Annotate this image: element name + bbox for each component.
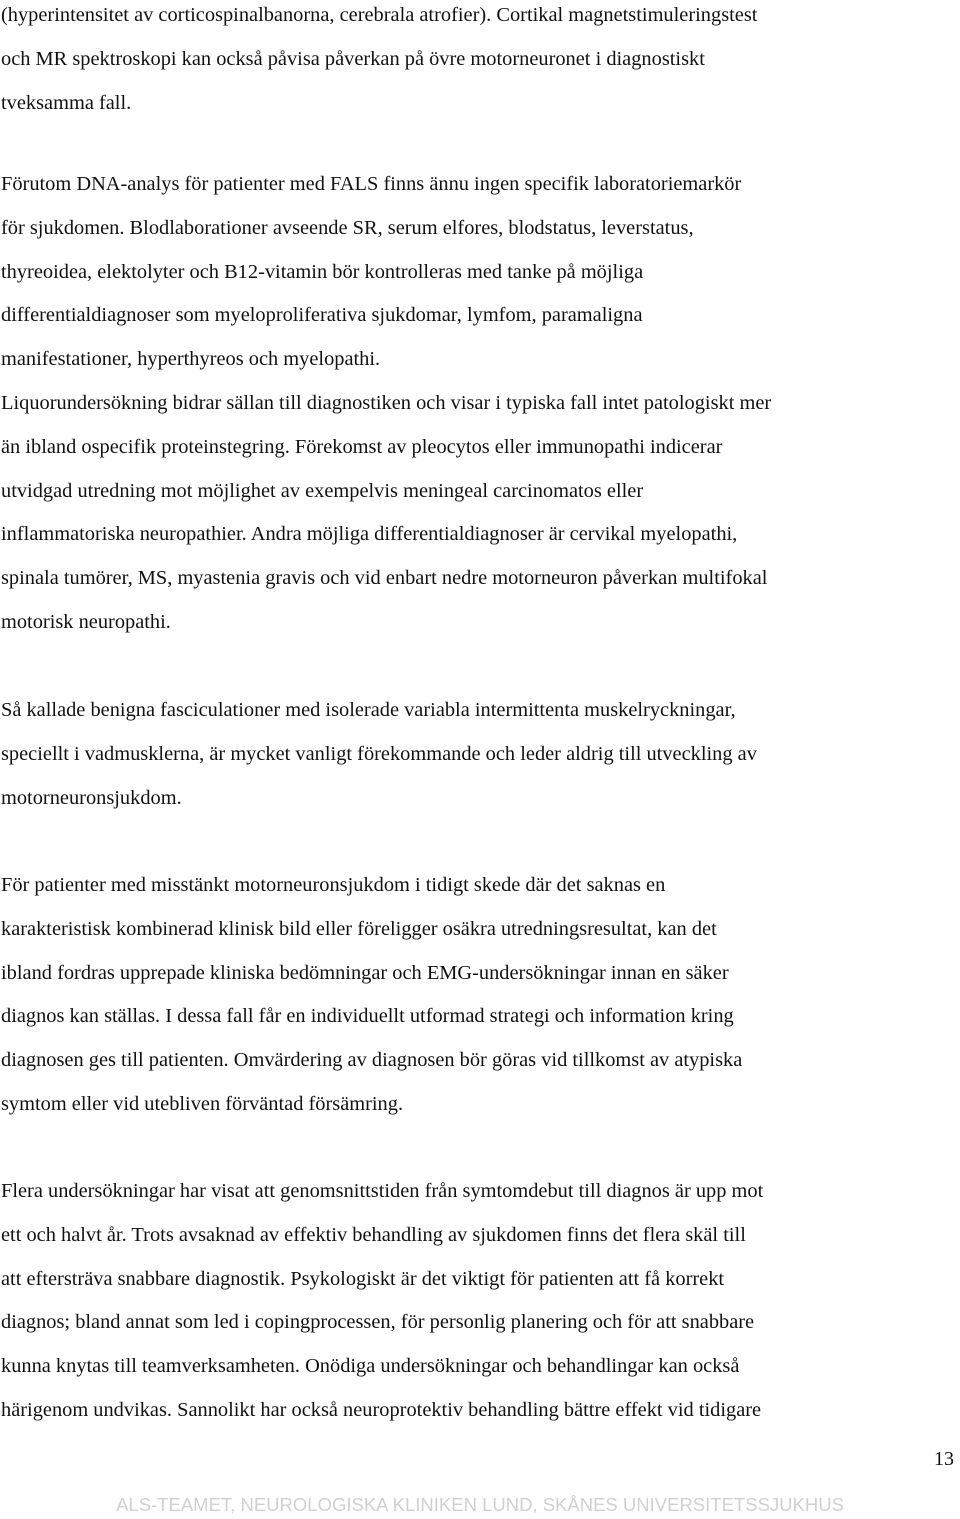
paragraph	[1, 1170, 956, 1433]
text-line: och MR spektroskopi kan också påvisa påverkan på övre motorneuronet i diagnostiskt	[1, 47, 705, 70]
text-line: utvidgad utredning mot möjlighet av exempelvis meningeal carcinomatos eller	[1, 479, 644, 502]
paragraph	[1, 0, 956, 125]
text-line: kunna knytas till teamverksamheten. Onödiga undersökningar och behandlingar kan också	[1, 1355, 740, 1378]
text-line: motorisk neuropathi.	[1, 610, 171, 633]
text-line: diagnos; bland annat som led i copingprocessen, för personlig planering och för att snabbare	[1, 1311, 755, 1334]
paragraph	[1, 163, 956, 645]
text-line: att eftersträva snabbare diagnostik. Psykologiskt är det viktigt för patienten att få korrekt	[1, 1267, 725, 1290]
text-line: thyreoidea, elektolyter och B12-vitamin bör kontrolleras med tanke på möjliga	[1, 260, 644, 283]
page-number: 13	[934, 1448, 954, 1470]
text-line: manifestationer, hyperthyreos och myelopathi.	[1, 348, 381, 371]
text-line: ibland fordras upprepade kliniska bedömningar och EMG-undersökningar innan en säker	[1, 961, 729, 984]
text-line: För patienter med misstänkt motorneuronsjukdom i tidigt skede där det saknas en	[1, 874, 666, 896]
text-line: för sjukdomen. Blodlaborationer avseende SR, serum elfores, blodstatus, leverstatus,	[1, 216, 694, 239]
text-line: diagnosen ges till patienten. Omvärdering av diagnosen bör göras vid tillkomst av atypiska	[1, 1049, 743, 1072]
paragraph	[1, 689, 956, 820]
text-line: tveksamma fall.	[1, 91, 132, 114]
text-line: spinala tumörer, MS, myastenia gravis och vid enbart nedre motorneuron påverkan multifokal	[1, 567, 768, 590]
text-line: ett och halvt år. Trots avsaknad av effektiv behandling av sjukdomen finns det flera skäl till	[1, 1223, 746, 1246]
paragraph	[1, 864, 956, 1127]
text-line: diagnos kan ställas. I dessa fall får en individuellt utformad strategi och information kring	[1, 1005, 734, 1028]
text-line: härigenom undvikas. Sannolikt har också neuroprotektiv behandling bättre effekt vid tidigare	[1, 1398, 762, 1421]
text-line: än ibland ospecifik proteinstegring. Förekomst av pleocytos eller immunopathi indicerar	[1, 435, 723, 458]
text-line: Så kallade benigna fasciculationer med isolerade variabla intermittenta muskelryckningar,	[1, 699, 736, 721]
text-line: (hyperintensitet av corticospinalbanorna, cerebrala atrofier). Cortikal magnetstimuleringstest	[1, 4, 758, 26]
text-line: Flera undersökningar har visat att genomsnittstiden från symtomdebut till diagnos är upp mot	[1, 1180, 764, 1202]
text-line: Förutom DNA-analys för patienter med FALS finns ännu ingen specifik laboratoriemarkör	[1, 173, 742, 195]
page-footer: ALS-TEAMET, NEUROLOGISKA KLINIKEN LUND, SKÅNES UNIVERSITETSSJUKHUS	[116, 1494, 844, 1515]
text-line: differentialdiagnoser som myeloproliferativa sjukdomar, lymfom, paramaligna	[1, 304, 643, 327]
text-line: karakteristisk kombinerad klinisk bild eller föreligger osäkra utredningsresultat, kan det	[1, 917, 717, 940]
text-line: Liquorundersökning bidrar sällan till diagnostiken och visar i typiska fall intet patologiskt mer	[1, 391, 772, 414]
text-line: motorneuronsjukdom.	[1, 786, 182, 809]
text-line: symtom eller vid utebliven förväntad försämring.	[1, 1092, 404, 1115]
text-line: speciellt i vadmusklerna, är mycket vanligt förekommande och leder aldrig till utveckling av	[1, 742, 757, 765]
text-line: inflammatoriska neuropathier. Andra möjliga differentialdiagnoser är cervikal myelopathi,	[1, 523, 738, 546]
